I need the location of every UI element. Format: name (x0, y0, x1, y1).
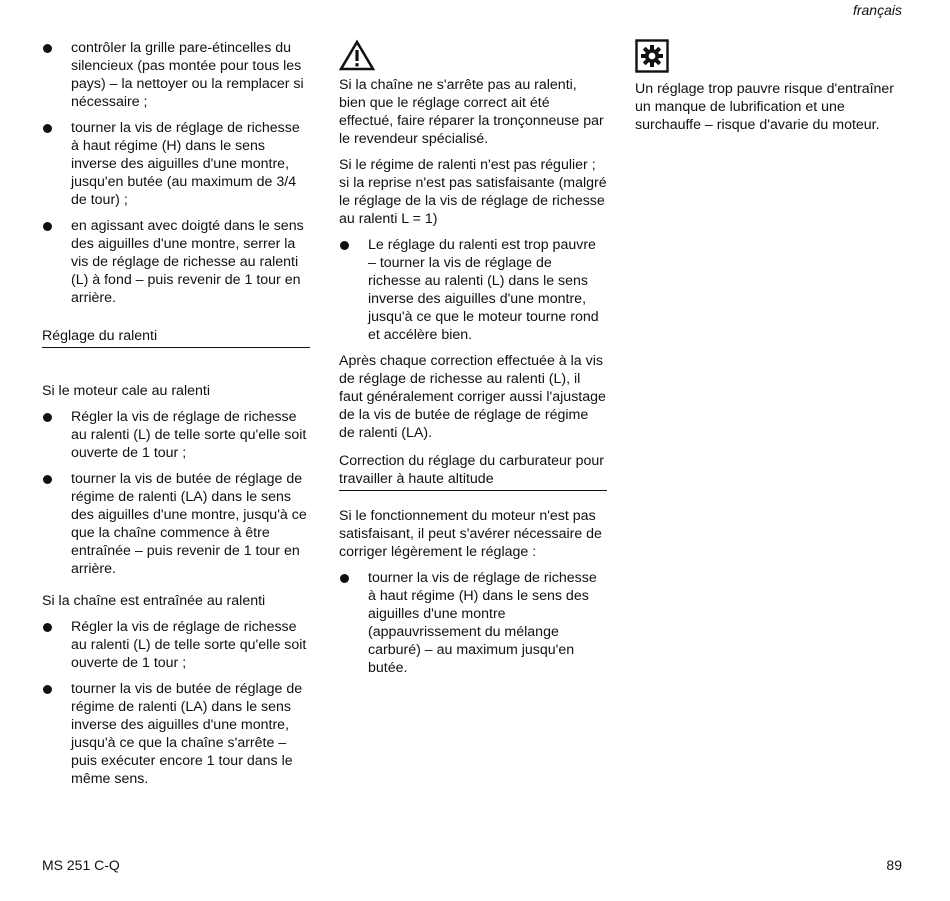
gear-icon (635, 39, 905, 78)
section-title-idle: Réglage du ralenti (42, 327, 310, 348)
column-right (635, 39, 905, 134)
irregular-heading: Si le régime de ralenti n'est pas régulier ; si la reprise n'est pas satisfaisante (malgré le réglage de la vis de réglage de richesse au ralenti L = 1) (339, 157, 607, 227)
page-number: 89 (886, 857, 902, 873)
list-item: tourner la vis de réglage de richesse à haut régime (H) dans le sens inverse des aiguilles d'une montre, jusqu'en butée (au maximum de 3/4 de tour) ; (42, 119, 310, 209)
note-text: Un réglage trop pauvre risque d'entraîner un manque de lubrification et une surchauffe – risque d'avarie du moteur. (635, 81, 895, 133)
language-label: français (852, 2, 902, 18)
column-middle (339, 39, 607, 685)
altitude-list (339, 569, 607, 677)
list-item: Régler la vis de réglage de richesse au ralenti (L) de telle sorte qu'elle soit ouverte de 1 tour ; (42, 618, 310, 672)
list-item: en agissant avec doigté dans le sens des aiguilles d'une montre, serrer la vis de réglage de richesse au ralenti (L) à fond – puis revenir de 1 tour en arrière. (42, 217, 310, 307)
chain-list (42, 618, 310, 788)
list-item: tourner la vis de réglage de richesse à haut régime (H) dans le sens des aiguilles d'une montre (appauvrissement du mélange carburé) – au maximum jusqu'en butée. (339, 569, 607, 677)
irregular-list (339, 236, 607, 344)
model-label: MS 251 C-Q (42, 857, 120, 873)
after-correction-text: Après chaque correction effectuée à la vis de réglage de richesse au ralenti (L), il faut généralement corriger aussi l'ajustage de la vis de butée de réglage de régime de ralenti (LA). (339, 353, 606, 441)
warning-text: Si la chaîne ne s'arrête pas au ralenti, bien que le réglage correct ait été effectué, faire réparer la tronçonneuse par le revendeur spécialisé. (339, 77, 604, 147)
stall-list (42, 408, 310, 578)
warning-icon (339, 39, 607, 76)
list-item: contrôler la grille pare-étincelles du silencieux (pas montée pour tous les pays) – la nettoyer ou la remplacer si nécessaire ; (42, 39, 310, 111)
altitude-intro: Si le fonctionnement du moteur n'est pas satisfaisant, il peut s'avérer nécessaire de corriger légèrement le réglage : (339, 508, 602, 560)
column-left (42, 39, 310, 796)
chain-heading: Si la chaîne est entraînée au ralenti (42, 593, 266, 609)
intro-list (42, 39, 310, 307)
section-title-altitude: Correction du réglage du carburateur pour travailler à haute altitude (339, 452, 607, 491)
list-item: Le réglage du ralenti est trop pauvre – tourner la vis de réglage de richesse au ralenti (L) dans le sens inverse des aiguilles d'une montre, jusqu'à ce que le moteur tourne rond et accélère bien. (339, 236, 607, 344)
list-item: tourner la vis de butée de réglage de régime de ralenti (LA) dans le sens inverse des aiguilles d'une montre, jusqu'à ce que la chaîne s'arrête – puis exécuter encore 1 tour dans le même sens. (42, 680, 310, 788)
list-item: Régler la vis de réglage de richesse au ralenti (L) de telle sorte qu'elle soit ouverte de 1 tour ; (42, 408, 310, 462)
list-item: tourner la vis de butée de réglage de régime de ralenti (LA) dans le sens des aiguilles d'une montre, jusqu'à ce que la chaîne commence à être entraînée – puis revenir de 1 tour en arrière. (42, 470, 310, 578)
stall-heading: Si le moteur cale au ralenti (42, 383, 210, 399)
